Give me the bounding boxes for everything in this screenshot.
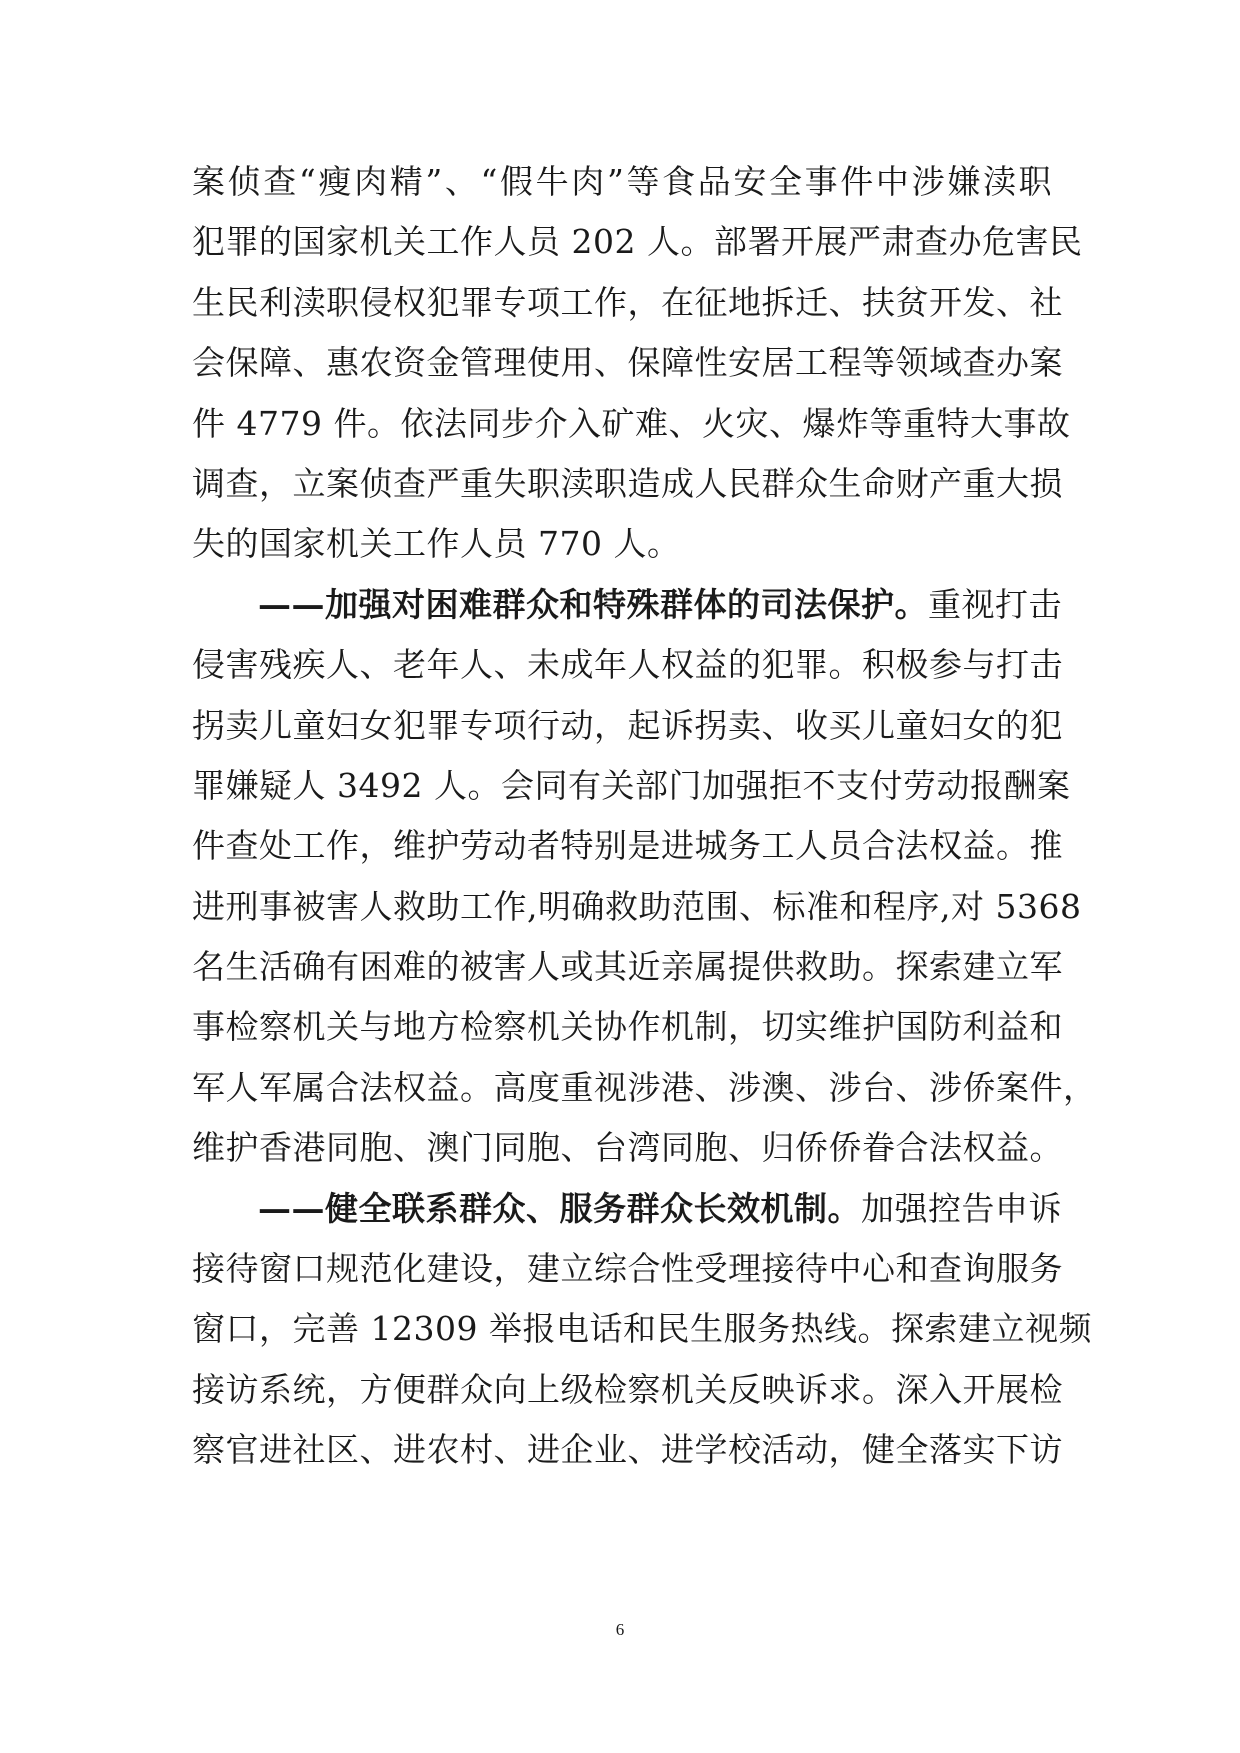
line-text: 失的国家机关工作人员 770 人。 [192, 524, 681, 564]
text-line [192, 1118, 1063, 1178]
line-text: 加强控告申诉 [861, 1188, 1062, 1228]
line-text: 生民利渎职侵权犯罪专项工作，在征地拆迁、扶贫开发、社 [192, 282, 1063, 322]
text-line [192, 997, 1063, 1057]
line-text: 侵害残疾人、老年人、未成年人权益的犯罪。积极参与打击 [192, 645, 1063, 685]
text-line [192, 333, 1063, 393]
text-line [192, 394, 1071, 454]
line-text: 调查，立案侦查严重失职渎职造成人民群众生命财产重大损 [192, 463, 1063, 503]
bold-heading-text: ——健全联系群众、服务群众长效机制。 [258, 1188, 861, 1228]
text-line [192, 696, 1063, 756]
text-line [192, 1058, 1097, 1118]
text-line [192, 152, 1052, 212]
line-text: 件 4779 件。依法同步介入矿难、火灾、爆炸等重特大事故 [192, 403, 1071, 443]
text-line [192, 1239, 1063, 1299]
text-line [192, 816, 1063, 876]
line-text: 会保障、惠农资金管理使用、保障性安居工程等领域查办案 [192, 343, 1063, 383]
text-line [192, 877, 1082, 937]
line-text: 事检察机关与地方检察机关协作机制，切实维护国防利益和 [192, 1007, 1063, 1047]
text-line [192, 937, 1063, 997]
line-text: 犯罪的国家机关工作人员 202 人。部署开展严肃查办危害民 [192, 222, 1083, 262]
text-line [192, 575, 1062, 635]
text-line [192, 212, 1083, 272]
text-line [192, 514, 1052, 574]
text-line [192, 1360, 1063, 1420]
line-text: 维护香港同胞、澳门同胞、台湾同胞、归侨侨眷合法权益。 [192, 1128, 1063, 1168]
line-text: 接访系统，方便群众向上级检察机关反映诉求。深入开展检 [192, 1369, 1063, 1409]
line-text: 军人军属合法权益。高度重视涉港、涉澳、涉台、涉侨案件， [192, 1067, 1097, 1107]
body-text [192, 152, 1097, 1481]
line-text: 案侦查“瘦肉精”、“假牛肉”等食品安全事件中涉嫌渎职 [192, 162, 1052, 201]
text-line [192, 635, 1063, 695]
line-text: 件查处工作，维护劳动者特别是进城务工人员合法权益。推 [192, 826, 1063, 866]
text-line [192, 273, 1063, 333]
line-text: 进刑事被害人救助工作,明确救助范围、标准和程序,对 5368 [192, 886, 1082, 926]
text-line [192, 1179, 1062, 1239]
line-text: 名生活确有困难的被害人或其近亲属提供救助。探索建立军 [192, 947, 1063, 987]
line-text: 拐卖儿童妇女犯罪专项行动，起诉拐卖、收买儿童妇女的犯 [192, 705, 1063, 745]
text-line [192, 1299, 1092, 1359]
page-number: 6 [615, 1620, 625, 1639]
line-text: 窗口，完善 12309 举报电话和民生服务热线。探索建立视频 [192, 1309, 1092, 1349]
line-text: 重视打击 [928, 584, 1062, 624]
bold-heading-text: ——加强对困难群众和特殊群体的司法保护。 [258, 584, 928, 624]
line-text: 察官进社区、进农村、进企业、进学校活动，健全落实下访 [192, 1430, 1063, 1470]
text-line [192, 1420, 1063, 1480]
line-text: 接待窗口规范化建设，建立综合性受理接待中心和查询服务 [192, 1249, 1063, 1289]
text-line [192, 454, 1063, 514]
line-text: 罪嫌疑人 3492 人。会同有关部门加强拒不支付劳动报酬案 [192, 765, 1071, 805]
text-line [192, 756, 1071, 816]
